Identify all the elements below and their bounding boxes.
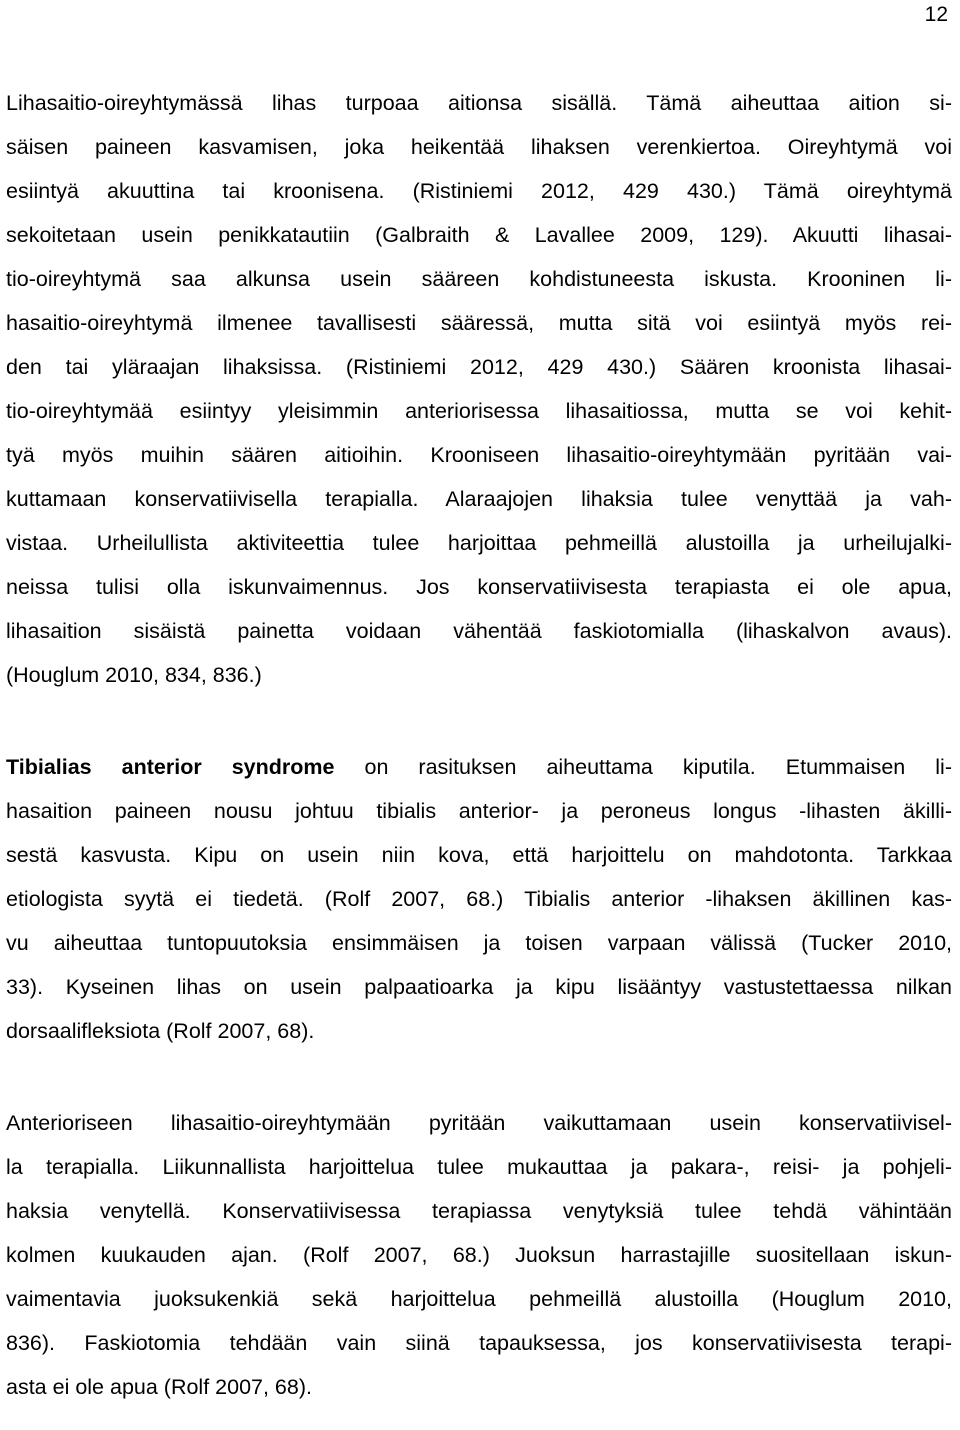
text-line: den tai yläraajan lihaksissa. (Ristiniemi 2012, 429 430.) Säären kroonista lihasai- (6, 355, 952, 379)
text-line (6, 752, 952, 782)
text-line: vu aiheuttaa tuntopuutoksia ensimmäisen ja toisen varpaan välissä (Tucker 2010, (6, 931, 952, 955)
text-line: kolmen kuukauden ajan. (Rolf 2007, 68.) Juoksun harrastajille suositellaan iskun- (6, 1243, 952, 1267)
text-line: asta ei ole apua (Rolf 2007, 68). (6, 1375, 312, 1399)
text-line: Anterioriseen lihasaitio-oireyhtymään pyritään vaikuttamaan usein konservatiivisel- (6, 1111, 952, 1135)
text-line: neissa tulisi olla iskunvaimennus. Jos konservatiivisesta terapiasta ei ole apua, (6, 575, 952, 599)
text-line: kuttamaan konservatiivisella terapialla. Alaraajojen lihaksia tulee venyttää ja vah- (6, 487, 952, 511)
text-line: tio-oireyhtymää esiintyy yleisimmin anteriorisessa lihasaitiossa, mutta se voi kehit- (6, 399, 952, 423)
text-line: vaimentavia juoksukenkiä sekä harjoittelua pehmeillä alustoilla (Houglum 2010, (6, 1287, 952, 1311)
text-line: (Houglum 2010, 834, 836.) (6, 663, 262, 687)
term-bold: Tibialias anterior syndrome (6, 755, 335, 779)
text-line: Lihasaitio-oireyhtymässä lihas turpoaa aitionsa sisällä. Tämä aiheuttaa aition si- (6, 91, 952, 115)
text-line: säisen paineen kasvamisen, joka heikentää lihaksen verenkiertoa. Oireyhtymä voi (6, 135, 952, 159)
text-line: haksia venytellä. Konservatiivisessa terapiassa venytyksiä tulee tehdä vähintään (6, 1199, 952, 1223)
text-line: la terapialla. Liikunnallista harjoittelua tulee mukauttaa ja pakara-, reisi- ja pohjeli- (6, 1155, 952, 1179)
text-line: 33). Kyseinen lihas on usein palpaatioarka ja kipu lisääntyy vastustettaessa nilkan (6, 975, 952, 999)
text-line: 836). Faskiotomia tehdään vain siinä tapauksessa, jos konservatiivisesta terapi- (6, 1331, 952, 1355)
text-line: vistaa. Urheilullista aktiviteettia tulee harjoittaa pehmeillä alustoilla ja urheilujalki- (6, 531, 952, 555)
text-line: lihasaition sisäistä painetta voidaan vähentää faskiotomialla (lihaskalvon avaus). (6, 619, 952, 643)
text-line: hasaition paineen nousu johtuu tibialis anterior- ja peroneus longus -lihasten äkilli- (6, 799, 952, 823)
text-line: tyä myös muihin säären aitioihin. Krooniseen lihasaitio-oireyhtymään pyritään vai- (6, 443, 952, 467)
text-line: sestä kasvusta. Kipu on usein niin kova, että harjoittelu on mahdotonta. Tarkkaa (6, 843, 952, 867)
text-line: etiologista syytä ei tiedetä. (Rolf 2007, 68.) Tibialis anterior -lihaksen äkillinen kas- (6, 887, 952, 911)
text-line: esiintyä akuuttina tai kroonisena. (Ristiniemi 2012, 429 430.) Tämä oireyhtymä (6, 179, 952, 203)
text-line: sekoitetaan usein penikkatautiin (Galbraith & Lavallee 2009, 129). Akuutti lihasai- (6, 223, 952, 247)
term-continuation: on rasituksen aiheuttama kiputila. Etummaisen li- (334, 755, 952, 779)
text-line: tio-oireyhtymä saa alkunsa usein sääreen kohdistuneesta iskusta. Krooninen li- (6, 267, 952, 291)
text-line: hasaitio-oireyhtymä ilmenee tavallisesti sääressä, mutta sitä voi esiintyä myös rei- (6, 311, 952, 335)
text-line: dorsaalifleksiota (Rolf 2007, 68). (6, 1019, 315, 1043)
page-number: 12 (924, 3, 948, 26)
